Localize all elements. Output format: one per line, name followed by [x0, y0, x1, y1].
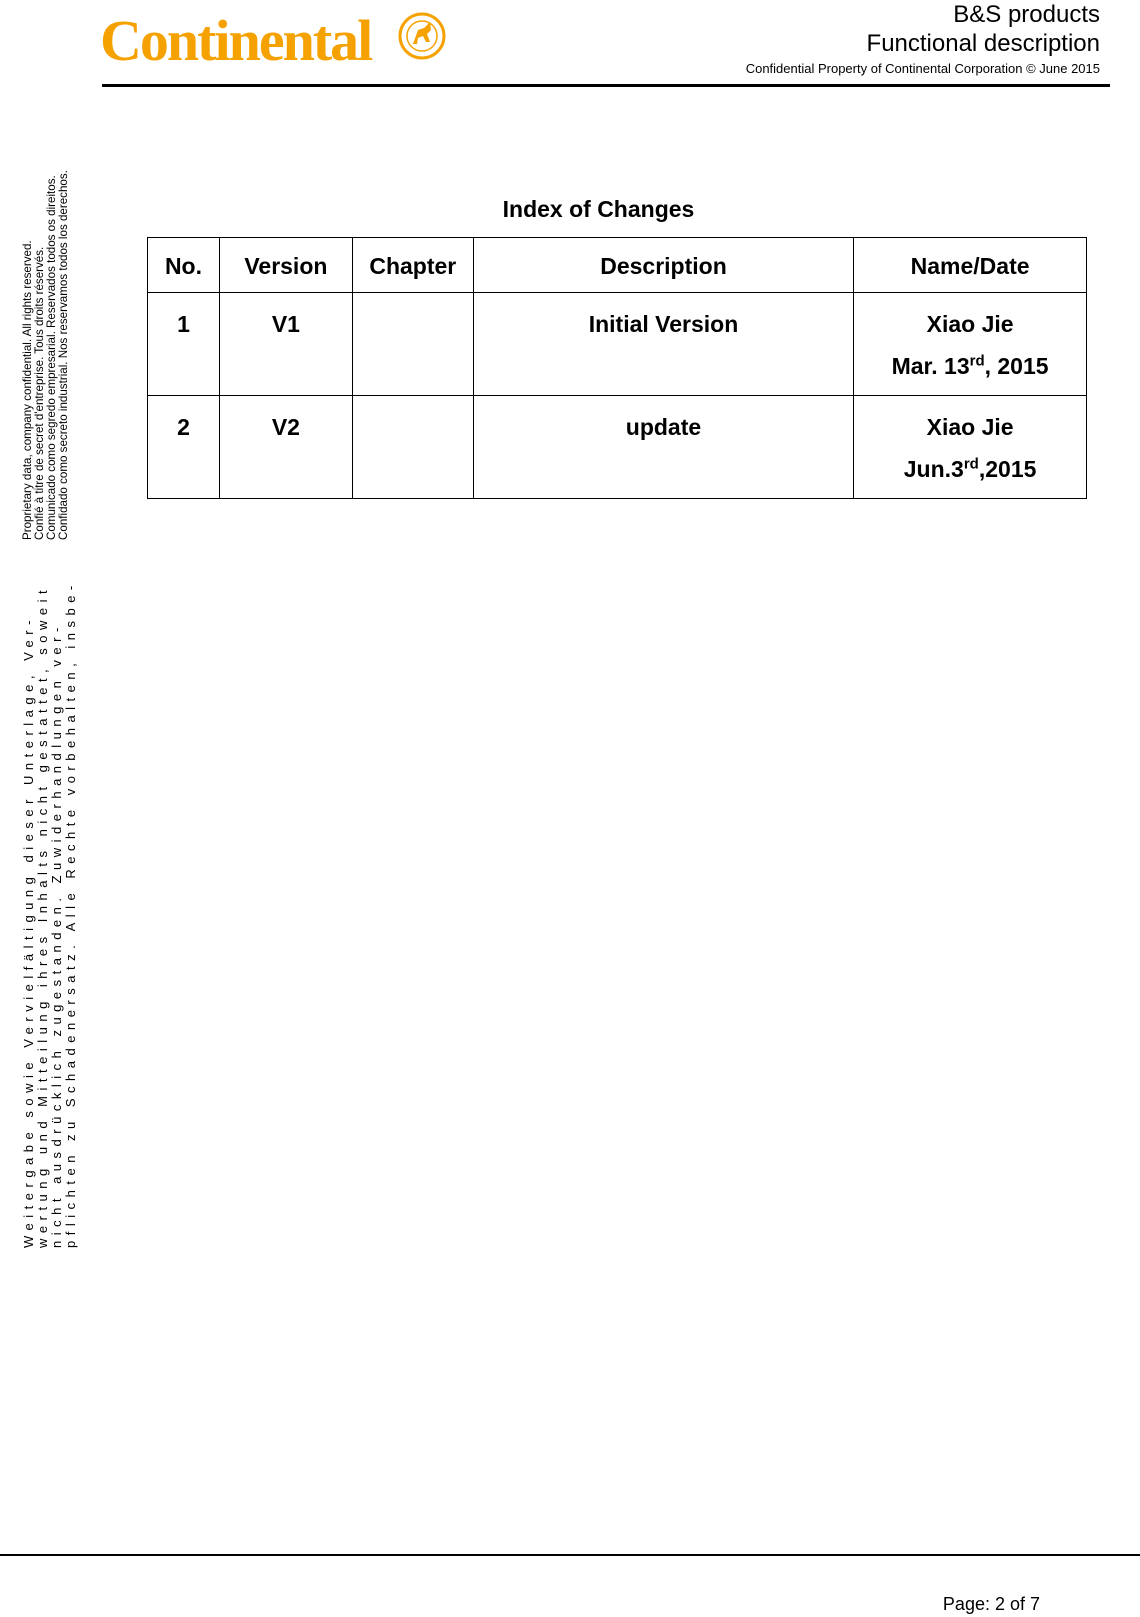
date-text: Jun.3	[903, 456, 964, 482]
cell-chapter	[352, 396, 473, 499]
notice-line-fr: Confié à titre de secret d'entreprise. Tous droits réservés.	[33, 246, 46, 540]
header-chapter: Chapter	[352, 238, 473, 293]
notice-line-pt: Comunicado como segredo empresarial. Reservados todos os direitos.	[45, 175, 58, 540]
changes-table	[147, 237, 1087, 499]
date-suffix: rd	[969, 352, 985, 370]
document-type: Functional description	[866, 30, 1100, 57]
page-number: Page: 2 of 7	[942, 1594, 1040, 1614]
notice-line-de-4: pflichten zu Schadenersatz. Alle Rechte vorbehalten, insbe-	[63, 580, 78, 1248]
cell-version: V1	[219, 293, 352, 396]
horse-emblem-icon	[400, 14, 444, 58]
header-name-date: Name/Date	[854, 238, 1087, 293]
notice-line-en: Proprietary data, company confidential. All rights reserved.	[21, 240, 34, 540]
change-date	[860, 345, 1080, 387]
header-version: Version	[219, 238, 352, 293]
footer-divider	[0, 1554, 1140, 1556]
table-row	[148, 396, 1087, 499]
notice-line-es: Confidado como secreto industrial. Nos reservamos todos los derechos.	[57, 170, 70, 540]
header-divider	[102, 84, 1110, 87]
header-description: Description	[473, 238, 853, 293]
date-year: ,2015	[978, 456, 1037, 482]
date-suffix: rd	[963, 455, 979, 473]
index-of-changes-title: Index of Changes	[502, 196, 695, 222]
confidential-note: Confidential Property of Continental Corporation © June 2015	[745, 61, 1100, 76]
cell-no: 2	[148, 396, 220, 499]
cell-version: V2	[219, 396, 352, 499]
date-year: , 2015	[984, 353, 1049, 379]
cell-chapter	[352, 293, 473, 396]
date-text: Mar. 13	[891, 353, 970, 379]
cell-description: Initial Version	[473, 293, 853, 396]
notice-line-de-1: Weitergabe sowie Vervielfältigung dieser Unterlage, Ver-	[21, 615, 36, 1248]
notice-line-de-3: nicht ausdrücklich zugestanden. Zuwiderhandlungen ver-	[49, 622, 64, 1248]
confidentiality-notice-german	[21, 580, 78, 1248]
cell-name-date	[854, 396, 1087, 499]
cell-name-date	[854, 293, 1087, 396]
author-name: Xiao Jie	[926, 311, 1014, 337]
continental-logo	[100, 8, 460, 70]
table-header-row	[148, 238, 1087, 293]
notice-line-de-2: wertung und Mitteilung ihres Inhalts nicht gestattet, soweit	[35, 584, 50, 1248]
change-date	[860, 448, 1080, 490]
cell-description: update	[473, 396, 853, 499]
author-name: Xiao Jie	[926, 414, 1014, 440]
header-no: No.	[148, 238, 220, 293]
logo-wordmark: Continental	[100, 8, 372, 70]
document-header	[746, 0, 1100, 78]
cell-no: 1	[148, 293, 220, 396]
product-name: B&S products	[953, 1, 1100, 28]
table-row	[148, 293, 1087, 396]
